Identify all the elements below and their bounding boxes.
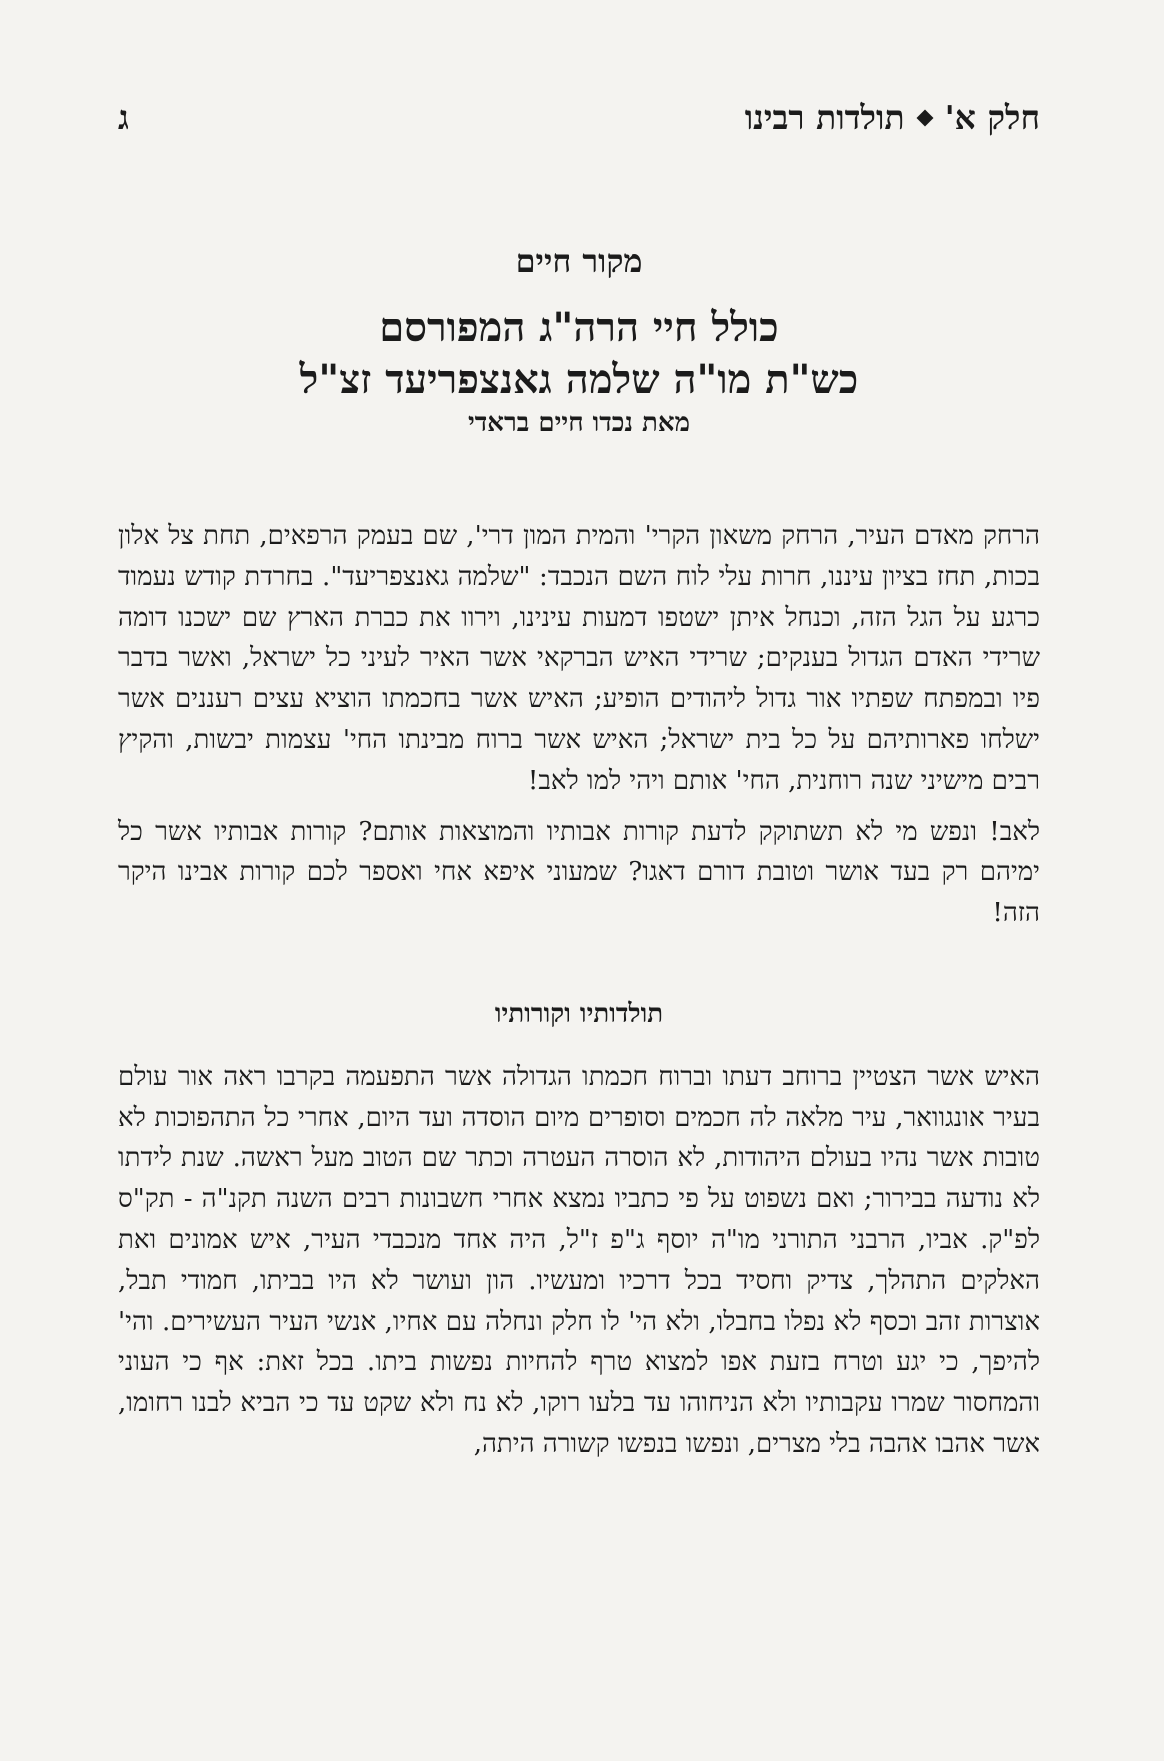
paragraph-2: לאב! ונפש מי לא תשתוקק לדעת קורות אבותיו והמוצאות אותם? קורות אבותיו אשר כל ימיהם רק בעד אושר וטובת דורם דאגו? שמעוני איפא אחי ואספר לכם קורות אבינו היקר הזה! — [118, 816, 1040, 929]
section-heading: תולדותיו וקורותיו — [494, 998, 664, 1029]
page-number: ג — [118, 98, 129, 137]
body-text — [118, 516, 1040, 1475]
chapter-title: מקור חיים — [515, 242, 643, 280]
title-block — [118, 242, 1040, 438]
chapter-author: מאת נכדו חיים בראדי — [467, 408, 690, 438]
paragraph-3: האיש אשר הצטיין ברוחב דעתו וברוח חכמתו הגדולה אשר התפעמה בקרבו ראה אור עולם בעיר אונגוואר, עיר מלאה לה חכמים וסופרים מיום הוסדה ועד היום, אחרי כל התהפוכות לא טובות אשר נהיו בעולם היהודות, לא הוסרה העטרה וכתר שם הטוב מעל ראשה. שנת לידתו לא נודעה בבירור; ואם נשפוט על פי כתביו נמצא אחרי חשבונות רבים השנה תקנ"ה - תק"ס לפ"ק. אביו, הרבני התורני מו"ה יוסף ג"פ ז"ל, היה אחד מנכבדי העיר, איש אמונים ואת האלקים התהלך, צדיק וחסיד בכל דרכיו ומעשיו. הון ועושר לא היו בביתו, חמודי תבל, אוצרות זהב וכסף לא נפלו בחבלו, ולא הי' לו חלק ונחלה עם אחיו, אנשי העיר העשירים. והי' להיפך, כי יגע וטרח בזעת אפו למצוא טרף להחיות נפשות ביתו. בכל זאת: אף כי העוני והמחסור שמרו עקבותיו ולא הניחוהו עד בלעו רוקו, לא נח ולא שקט עד כי הביא לבנו רחומו, אשר אהבו אהבה בלי מצרים, ונפשו בנפשו קשורה היתה, — [118, 1061, 1040, 1459]
header-part: חלק א' — [944, 98, 1040, 137]
diamond-separator-icon — [916, 110, 933, 127]
chapter-subtitle-line-1: כולל חיי הרה"ג המפורסם — [379, 304, 779, 351]
chapter-subtitle-line-2: כש"ת מו"ה שלמה גאנצפריעד זצ"ל — [299, 356, 859, 403]
paragraph-1: הרחק מאדם העיר, הרחק משאון הקרי' והמית המון דרי', שם בעמק הרפאים, תחת צל אלון בכות, תחז בציון עיננו, חרות עלי לוח השם הנכבד: "שלמה גאנצפריעד". בחרדת קודש נעמוד כרגע על הגל הזה, וכנחל איתן ישטפו דמעות עינינו, וירוו את כברת הארץ שם ישכנו דומה שרידי האדם הגדול בענקים; שרידי האיש הברקאי אשר האיר לעיני כל ישראל, ואשר בדבר פיו ובמפתח שפתיו אור גדול ליהודים הופיע; האיש אשר בחכמתו הוציא עצים רעננים אשר ישלחו פארותיהם על כל בית ישראל; האיש אשר ברוח מבינתו החי' עצמות יבשות, והקיץ רבים מישיני שנה רוחנית, החי' אותם ויהי למו לאב! — [118, 521, 1040, 796]
header-title — [745, 98, 1040, 138]
header-section: תולדות רבינו — [744, 98, 905, 137]
running-header — [118, 94, 1040, 142]
